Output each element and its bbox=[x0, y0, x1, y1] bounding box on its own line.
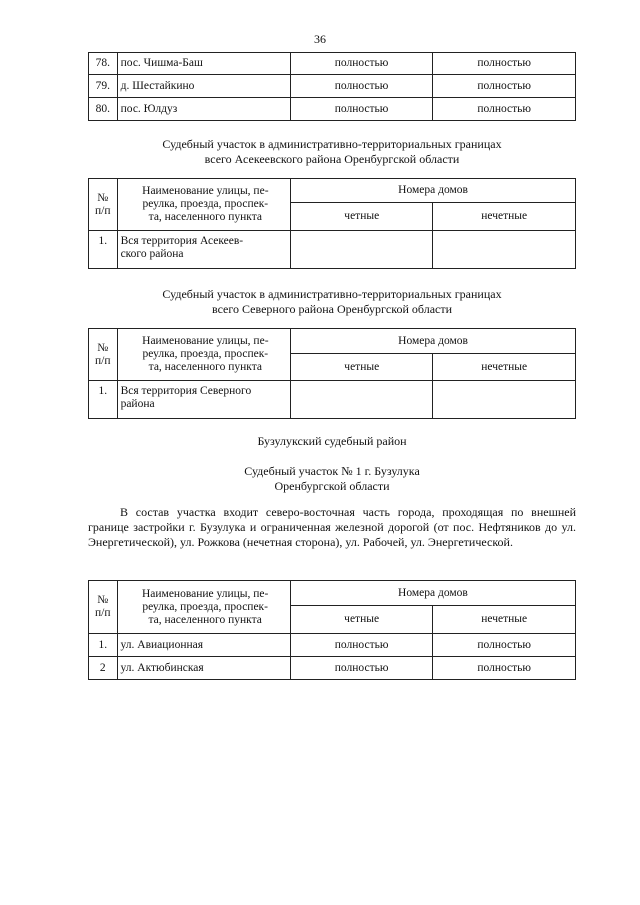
header-odd: нечетные bbox=[433, 606, 576, 634]
header-text: та, населенного пункта bbox=[148, 613, 262, 626]
row-name-line: Вся территория Северного bbox=[120, 385, 252, 397]
row-odd bbox=[433, 231, 576, 269]
header-num bbox=[89, 329, 118, 381]
row-number: 2 bbox=[89, 657, 118, 680]
row-odd: полностью bbox=[433, 75, 576, 98]
row-number: 79. bbox=[89, 75, 118, 98]
table-row bbox=[89, 53, 576, 75]
row-number: 78. bbox=[89, 53, 118, 75]
row-number: 80. bbox=[89, 98, 118, 121]
table-row bbox=[89, 75, 576, 98]
row-name-line: ского района bbox=[120, 248, 184, 260]
table-continuation bbox=[88, 52, 576, 121]
heading-line: Судебный участок в административно-территориальных границах bbox=[162, 287, 502, 301]
header-text: Наименование улицы, пе- bbox=[142, 335, 269, 347]
heading-line: Оренбургской области bbox=[274, 479, 390, 493]
header-name bbox=[117, 179, 291, 231]
table-row bbox=[89, 381, 576, 419]
header-text: № bbox=[97, 594, 109, 606]
header-text: та, населенного пункта bbox=[148, 361, 263, 373]
header-text: Наименование улицы, пе- bbox=[141, 587, 269, 600]
heading-line: Судебный участок в административно-территориальных границах bbox=[162, 137, 502, 151]
header-text: № bbox=[97, 341, 109, 354]
header-num bbox=[89, 581, 118, 634]
row-number: 1. bbox=[89, 381, 118, 419]
header-text: Наименование улицы, пе- bbox=[142, 185, 269, 197]
row-number: 1. bbox=[89, 634, 118, 657]
header-odd: нечетные bbox=[433, 354, 576, 381]
header-row bbox=[89, 581, 576, 606]
header-text: п/п bbox=[95, 204, 111, 217]
table-row bbox=[89, 657, 576, 680]
header-text: реулка, проезда, проспек- bbox=[142, 600, 268, 613]
table-asekeevsky bbox=[88, 178, 576, 269]
row-even: полностью bbox=[290, 98, 433, 121]
row-even: полностью bbox=[290, 53, 433, 75]
header-row bbox=[89, 329, 576, 354]
row-name: д. Шестайкино bbox=[117, 75, 290, 98]
header-name bbox=[117, 581, 290, 634]
header-houses: Номера домов bbox=[291, 329, 576, 354]
section-heading bbox=[88, 137, 576, 167]
row-even: полностью bbox=[290, 634, 433, 657]
row-name: ул. Авиационная bbox=[117, 634, 290, 657]
row-name bbox=[117, 231, 291, 269]
header-odd: нечетные bbox=[433, 203, 576, 231]
row-even bbox=[291, 231, 433, 269]
row-name: ул. Актюбинская bbox=[117, 657, 290, 680]
section-heading bbox=[88, 464, 576, 494]
header-text: п/п bbox=[95, 354, 111, 367]
row-even: полностью bbox=[290, 657, 433, 680]
header-even: четные bbox=[291, 203, 433, 231]
row-odd: полностью bbox=[433, 657, 576, 680]
table-row bbox=[89, 98, 576, 121]
page-number: 36 bbox=[314, 32, 326, 46]
header-num bbox=[89, 179, 118, 231]
table-severny bbox=[88, 328, 576, 419]
row-even bbox=[291, 381, 433, 419]
row-odd: полностью bbox=[433, 53, 576, 75]
header-even: четные bbox=[290, 606, 433, 634]
header-text: та, населенного пункта bbox=[148, 211, 263, 223]
district-title: Бузулукский судебный район bbox=[257, 434, 407, 448]
row-odd: полностью bbox=[433, 98, 576, 121]
row-name-line: Вся территория Асекеев- bbox=[120, 235, 244, 247]
row-name: пос. Чишма-Баш bbox=[117, 53, 290, 75]
header-houses: Номера домов bbox=[290, 581, 575, 606]
header-houses: Номера домов bbox=[291, 179, 576, 203]
heading-line: всего Северного района Оренбургской области bbox=[211, 302, 453, 316]
section-heading bbox=[88, 287, 576, 317]
row-odd bbox=[433, 381, 576, 419]
header-text: № bbox=[97, 191, 109, 204]
heading-line: Судебный участок № 1 г. Бузулука bbox=[244, 464, 420, 478]
header-name bbox=[117, 329, 291, 381]
heading-line: всего Асекеевского района Оренбургской области bbox=[204, 152, 460, 166]
row-number: 1. bbox=[89, 231, 118, 269]
header-even: четные bbox=[291, 354, 433, 381]
table-row bbox=[89, 634, 576, 657]
table-row bbox=[89, 231, 576, 269]
row-even: полностью bbox=[290, 75, 433, 98]
description-paragraph: В состав участка входит северо-восточная часть города, проходящая по внешней границе застройки г. Бузулука и ограниченная железной дорогой (от пос. Нефтяников до ул. Энергетической), ул. Рожкова (нечетная сторона), ул. Рабочей, ул. Энергетической. bbox=[88, 505, 576, 549]
row-name: пос. Юлдуз bbox=[117, 98, 290, 121]
header-row bbox=[89, 179, 576, 203]
row-name bbox=[117, 381, 291, 419]
row-odd: полностью bbox=[433, 634, 576, 657]
row-name-line: района bbox=[120, 398, 155, 410]
table-buzuluk bbox=[88, 580, 576, 680]
header-text: реулка, проезда, проспек- bbox=[142, 198, 269, 210]
header-text: реулка, проезда, проспек- bbox=[142, 348, 269, 360]
header-text: п/п bbox=[95, 607, 111, 619]
